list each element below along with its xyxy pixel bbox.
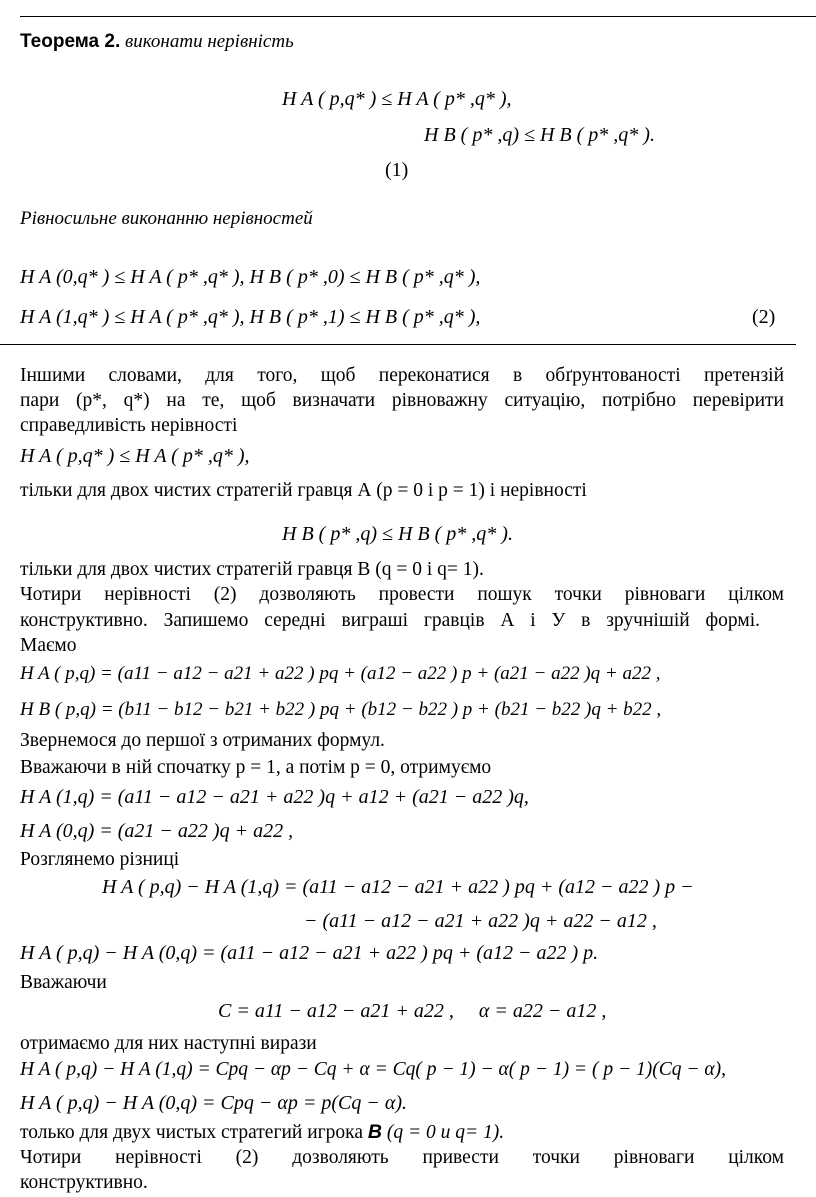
text-get: отримаємо для них наступні вирази bbox=[20, 1033, 317, 1054]
diff1-line2: − (a11 − a12 − a21 + a22 )q + a22 − a12 , bbox=[304, 910, 657, 932]
diff0: H A ( p,q) − H A (0,q) = (a11 − a12 − a21 + a22 ) pq + (a12 − a22 ) p. bbox=[20, 942, 599, 964]
text-assuming: Вважаючи bbox=[20, 972, 107, 993]
text-only bbox=[20, 1121, 504, 1144]
diff1-line1: H A ( p,q) − H A (1,q) = (a11 − a12 − a21 + a22 ) pq + (a12 − a22 ) p − bbox=[102, 876, 694, 898]
text-turn: Звернемося до першої з отриманих формул. bbox=[20, 730, 385, 751]
eq2-line1-text: H A (0,q* ) ≤ H A ( p* ,q* ), H B ( p* ,0) ≤ H B ( p* ,q* ), bbox=[20, 266, 481, 288]
theorem-text: виконати нерівність bbox=[125, 31, 294, 52]
text-only-after: (q = 0 и q= 1). bbox=[386, 1122, 505, 1143]
ineq-a: H A ( p,q* ) ≤ H A ( p* ,q* ), bbox=[20, 445, 250, 467]
eq2-line1 bbox=[20, 266, 480, 289]
eq2-number: (2) bbox=[752, 306, 776, 328]
eq1-line2 bbox=[424, 124, 655, 147]
eq2-line2 bbox=[20, 306, 480, 329]
equiv-text: Рівносильне виконанню нерівностей bbox=[20, 208, 313, 229]
eq-hb: H B ( p,q) = (b11 − b12 − b21 + b22 ) pq + (b12 − b22 ) p + (b21 − b22 )q + b22 , bbox=[20, 699, 662, 720]
para2-line1: Чотири нерівності (2) дозволяють провести пошук точки рівноваги цілком bbox=[20, 584, 784, 605]
eq1-number: (1) bbox=[385, 159, 409, 181]
para1-line3: справедливість нерівності bbox=[20, 415, 238, 436]
text-b: тільки для двох чистих стратегій гравця В (q = 0 і q= 1). bbox=[20, 559, 484, 580]
eq1-line1-text: H A ( p,q* ) ≤ H A ( p* ,q* ), bbox=[282, 88, 512, 110]
middle-rule bbox=[0, 344, 796, 345]
para3-line2: конструктивно. bbox=[20, 1172, 148, 1193]
eq-ha1: H A (1,q) = (a11 − a12 − a21 + a22 )q + a12 + (a21 − a22 )q, bbox=[20, 786, 529, 808]
text-a: тільки для двох чистих стратегій гравця А (p = 0 і p = 1) і нерівності bbox=[20, 480, 587, 501]
eq2-line2-text: H A (1,q* ) ≤ H A ( p* ,q* ), H B ( p* ,1) ≤ H B ( p* ,q* ), bbox=[20, 306, 481, 328]
text-diff: Розглянемо різниці bbox=[20, 849, 180, 870]
ineq-b: H B ( p* ,q) ≤ H B ( p* ,q* ). bbox=[282, 523, 513, 545]
text-assume: Вважаючи в ній спочатку p = 1, а потім p = 0, отримуємо bbox=[20, 757, 492, 778]
para2-line2: конструктивно. Запишемо середні виграші гравців А і У в зручнішій формі. bbox=[20, 610, 760, 631]
top-rule bbox=[20, 16, 816, 17]
eq1-line2-text: H B ( p* ,q) ≤ H B ( p* ,q* ). bbox=[424, 124, 655, 146]
para1-line2: пари (p*, q*) на те, щоб визначати рівноважну ситуацію, потрібно перевірити bbox=[20, 390, 784, 411]
text-only-before: только для двух чистых стратегий игрока bbox=[20, 1122, 363, 1143]
eq1-line1 bbox=[282, 88, 512, 111]
res1: H A ( p,q) − H A (1,q) = Cpq − αp − Cq + α = Cq( p − 1) − α( p − 1) = ( p − 1)(Cq − α), bbox=[20, 1059, 726, 1080]
defs: C = a11 − a12 − a21 + a22 , α = a22 − a12 , bbox=[218, 1000, 607, 1022]
res0: H A ( p,q) − H A (0,q) = Cpq − αp = p(Cq − α). bbox=[20, 1092, 407, 1114]
para2-line3: Маємо bbox=[20, 635, 77, 656]
eq-ha: H A ( p,q) = (a11 − a12 − a21 + a22 ) pq + (a12 − a22 ) p + (a21 − a22 )q + a22 , bbox=[20, 663, 661, 684]
para3-line1: Чотири нерівності (2) дозволяють привести точки рівноваги цілком bbox=[20, 1147, 784, 1168]
para1-line1: Іншими словами, для того, щоб переконатися в обґрунтованості претензій bbox=[20, 365, 784, 386]
text-only-bold: B bbox=[367, 1121, 382, 1143]
theorem-label: Теорема 2. bbox=[20, 31, 121, 52]
theorem-heading bbox=[20, 31, 294, 53]
eq-ha0: H A (0,q) = (a21 − a22 )q + a22 , bbox=[20, 820, 294, 842]
